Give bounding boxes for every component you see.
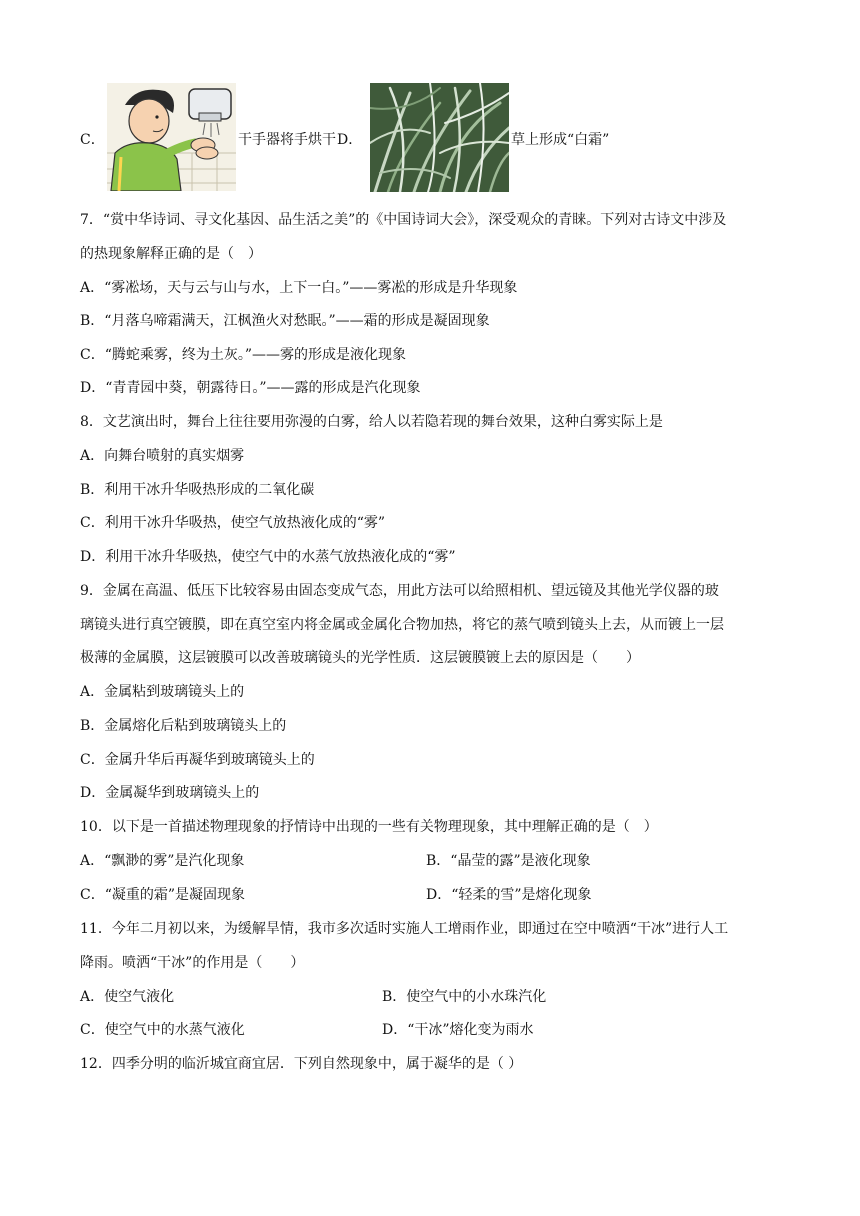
question-12-stem-line-1: 12．四季分明的临沂城宜商宜居．下列自然现象中，属于凝华的是（ ） xyxy=(80,1056,523,1072)
question-7-option-a: A．“雾凇场，天与云与山与水，上下一白。”——雾凇的形成是升华现象 xyxy=(80,280,518,296)
question-10-option-c: C．“凝重的霜”是凝固现象 xyxy=(80,887,246,903)
question-7-option-b: B．“月落乌啼霜满天，江枫渔火对愁眠。”——霜的形成是凝固现象 xyxy=(80,313,490,329)
question-11-option-c: C．使空气中的水蒸气液化 xyxy=(80,1022,245,1038)
q6-option-d-letter: D． xyxy=(337,132,363,148)
question-7-stem-line-1: 7．“赏中华诗词、寻文化基因、品生活之美”的《中国诗词大会》，深受观众的青睐。下列对古诗文中涉及 xyxy=(80,212,727,228)
question-11-option-a: A．使空气液化 xyxy=(80,989,175,1005)
question-10-stem-line-1: 10．以下是一首描述物理现象的抒情诗中出现的一些有关物理现象，其中理解正确的是（ ） xyxy=(80,819,658,835)
hand-dryer-illustration xyxy=(107,83,236,191)
question-9-option-a: A．金属粘到玻璃镜头上的 xyxy=(80,684,245,700)
question-10-option-d: D．“轻柔的雪”是熔化现象 xyxy=(426,887,592,903)
question-8-stem-line-1: 8．文艺演出时，舞台上往往要用弥漫的白雾，给人以若隐若现的舞台效果，这种白雾实际上是 xyxy=(80,414,663,430)
question-11-stem-line-2: 降雨。喷洒“干冰”的作用是（ ） xyxy=(80,955,305,971)
question-8-option-a: A．向舞台喷射的真实烟雾 xyxy=(80,448,245,464)
question-10-option-b: B．“晶莹的露”是液化现象 xyxy=(426,853,591,869)
question-11-options-row-2 xyxy=(80,1021,800,1039)
question-11-option-b: B．使空气中的小水珠汽化 xyxy=(382,989,547,1005)
question-9-option-d: D．金属凝华到玻璃镜头上的 xyxy=(80,785,260,801)
question-9-stem-line-2: 璃镜头进行真空镀膜，即在真空室内将金属或金属化合物加热，将它的蒸气喷到镜头上去，从而镀上一层 xyxy=(80,617,724,633)
question-7-stem-line-2: 的热现象解释正确的是（ ） xyxy=(80,246,262,262)
question-9-stem-line-1: 9．金属在高温、低压下比较容易由固态变成气态，用此方法可以给照相机、望远镜及其他光学仪器的玻 xyxy=(80,583,719,599)
question-8-option-c: C．利用干冰升华吸热，使空气放热液化成的“雾” xyxy=(80,515,386,531)
question-11-option-d: D．“干冰”熔化变为雨水 xyxy=(382,1022,534,1038)
question-9-option-b: B．金属熔化后粘到玻璃镜头上的 xyxy=(80,718,287,734)
question-7-option-d: D．“青青园中葵，朝露待日。”——露的形成是汽化现象 xyxy=(80,380,421,396)
question-11-stem-line-1: 11．今年二月初以来，为缓解旱情，我市多次适时实施人工增雨作业，即通过在空中喷洒“干冰”进行人工 xyxy=(80,921,729,937)
question-10-options-row-2 xyxy=(80,886,800,904)
question-10-option-a: A．“飘渺的雾”是汽化现象 xyxy=(80,853,245,869)
question-7-option-c: C．“腾蛇乘雾，终为土灰。”——雾的形成是液化现象 xyxy=(80,347,407,363)
question-9-option-c: C．金属升华后再凝华到玻璃镜头上的 xyxy=(80,752,315,768)
q6-option-d-text: 草上形成“白霜” xyxy=(511,132,610,148)
question-9-stem-line-3: 极薄的金属膜，这层镀膜可以改善玻璃镜头的光学性质．这层镀膜镀上去的原因是（ ） xyxy=(80,650,640,666)
question-11-options-row-1 xyxy=(80,988,800,1006)
question-8-option-d: D．利用干冰升华吸热，使空气中的水蒸气放热液化成的“雾” xyxy=(80,549,456,565)
q6-option-c-letter: C． xyxy=(80,132,105,148)
question-8-option-b: B．利用干冰升华吸热形成的二氧化碳 xyxy=(80,482,315,498)
frosted-grass-photo xyxy=(370,83,509,192)
question-10-options-row-1 xyxy=(80,852,800,870)
q6-option-c-text: 干手器将手烘干 xyxy=(238,132,336,148)
